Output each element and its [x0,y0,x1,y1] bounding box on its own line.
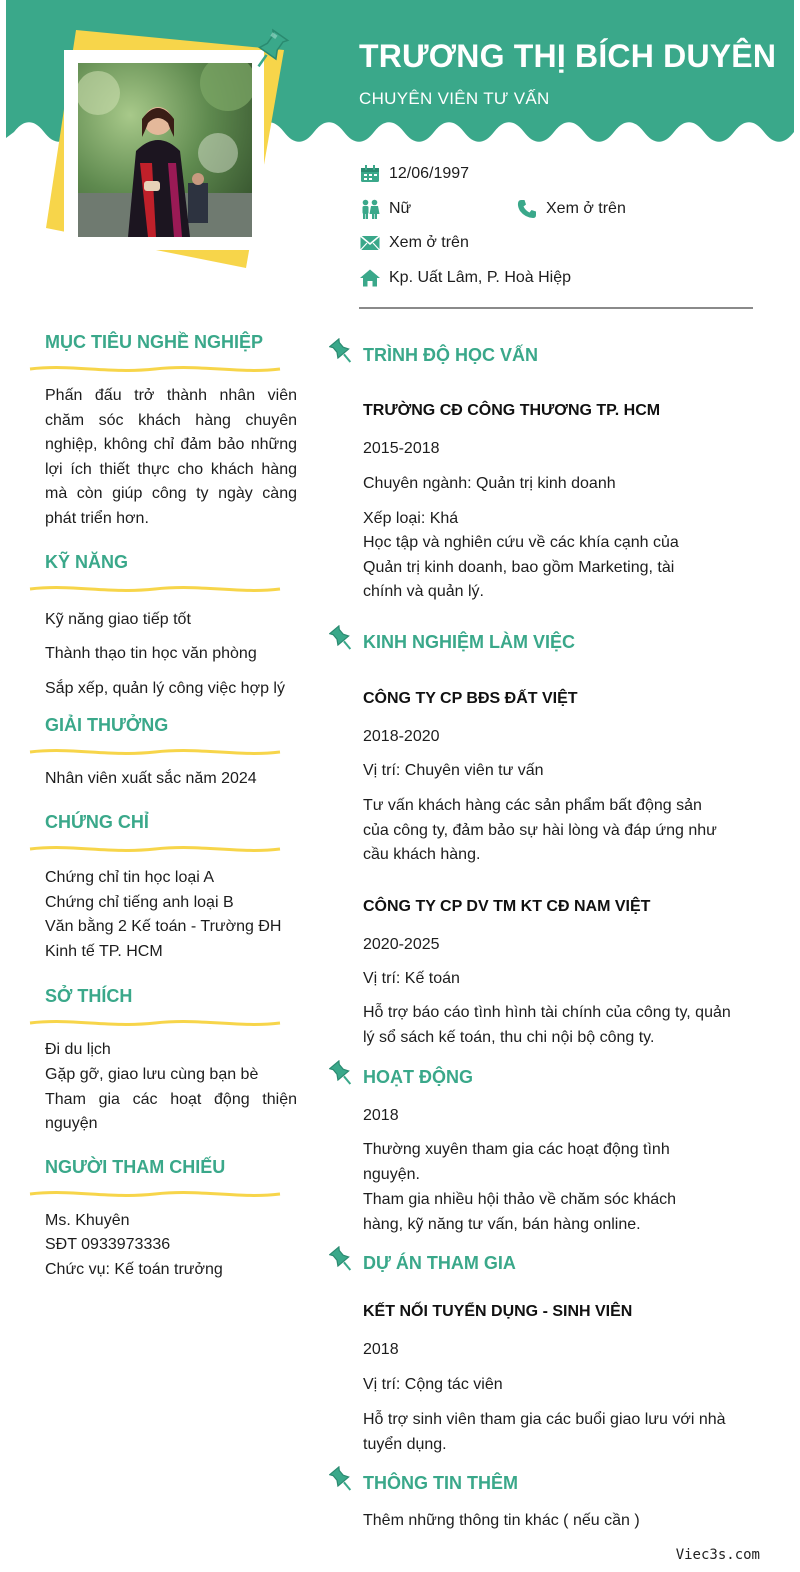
objective-title: MỤC TIÊU NGHỀ NGHIỆP [45,332,264,352]
wavy-underline [28,362,282,376]
project-year: 2018 [363,1341,399,1358]
job-period: 2020-2025 [363,936,440,953]
home-icon [359,268,381,288]
objective-section [45,332,297,532]
wavy-underline [28,745,282,759]
certificates-title: CHỨNG CHỈ [45,811,149,832]
education-grade: Xếp loại: Khá [363,510,459,527]
projects-title: DỰ ÁN THAM GIA [363,1253,516,1273]
left-column [45,332,297,1282]
hobby-item: Tham gia các hoạt động thiện nguyện [45,1090,297,1133]
job-position: Vị trí: Kế toán [363,970,460,987]
job-desc: Hỗ trợ báo cáo tình hình tài chính của công ty, quản lý sổ sách kế toán, thu chi nội bộ công ty. [363,1004,731,1046]
experience-title: KINH NGHIỆM LÀM VIỆC [363,632,576,652]
education-desc: Học tập và nghiên cứu về các khía cạnh của Quản trị kinh doanh, bao gồm Marketing, tài chính và quản lý. [363,534,679,601]
job-period: 2018-2020 [363,728,440,745]
wavy-underline [28,842,282,856]
email-text: Xem ở trên [389,234,469,251]
reference-item: Ms. Khuyên [45,1211,130,1229]
job-desc: Tư vấn khách hàng các sản phẩm bất động sản của công ty, đảm bảo sự hài lòng và đáp ứng như cầu khách hàng. [363,797,717,864]
calendar-icon [359,164,381,184]
skill-item: Thành thạo tin học văn phòng [45,645,257,663]
profile-photo [78,63,252,237]
hobbies-section [45,986,297,1136]
certificates-section [45,812,297,964]
contact-address [359,268,571,288]
awards-section [45,715,297,792]
watermark: Viec3s.com [675,1547,760,1563]
activities-title: HOẠT ĐỘNG [363,1067,473,1087]
education-major: Chuyên ngành: Quản trị kinh doanh [363,475,616,492]
references-section [45,1157,297,1283]
reference-item: SĐT 0933973336 [45,1236,171,1254]
certificate-item: Chứng chỉ tin học loại A [45,868,215,886]
wavy-underline [28,1187,282,1201]
project-name: KẾT NỐI TUYỂN DỤNG - SINH VIÊN [363,1303,633,1320]
contact-gender [359,199,411,219]
candidate-job-title: CHUYÊN VIÊN TƯ VẤN [359,89,550,108]
hobby-item: Đi du lịch [45,1041,111,1059]
hobby-item: Gặp gỡ, giao lưu cùng bạn bè [45,1065,259,1083]
activities-line: Tham gia nhiều hội thảo về chăm sóc khách hàng, kỹ năng tư vấn, bán hàng online. [363,1191,677,1233]
birthday-text: 12/06/1997 [389,165,470,182]
awards-title: GIẢI THƯỞNG [45,715,169,736]
address-text: Kp. Uất Lâm, P. Hoà Hiệp [389,269,572,286]
education-period: 2015-2018 [363,440,440,457]
hobbies-title: SỞ THÍCH [45,986,133,1007]
phone-icon [516,199,538,219]
pushpin-icon [329,625,355,653]
contact-birthday [359,164,469,184]
gender-text: Nữ [389,200,412,217]
education-school: TRƯỜNG CĐ CÔNG THƯƠNG TP. HCM [363,402,661,419]
more-info-text: Thêm những thông tin khác ( nếu cần ) [363,1512,640,1529]
contact-divider [359,307,753,309]
certificate-item: Văn bằng 2 Kế toán - Trường ĐH Kinh tế TP. HCM [45,918,282,960]
project-desc: Hỗ trợ sinh viên tham gia các buổi giao lưu với nhà tuyển dụng. [363,1411,726,1453]
pushpin-icon [329,1060,355,1088]
job-company: CÔNG TY CP BĐS ĐẤT VIỆT [363,690,578,707]
skills-title: KỸ NĂNG [45,551,129,572]
pushpin-icon [329,1246,355,1274]
job-position: Vị trí: Chuyên viên tư vấn [363,762,544,779]
objective-text: Phấn đấu trở thành nhân viên chăm sóc khách hàng chuyên nghiệp, không chỉ đảm bảo những lợi ích thiết thực cho khách hàng mà còn giúp công ty ngày càng phát triển hơn. [45,387,297,527]
skills-section [45,552,297,702]
gender-icon [359,199,381,219]
job-company: CÔNG TY CP DV TM KT CĐ NAM VIỆT [363,898,651,915]
candidate-name: TRƯƠNG THỊ BÍCH DUYÊN [359,38,777,74]
pushpin-icon [329,1466,355,1494]
mail-icon [359,233,381,253]
skill-item: Sắp xếp, quản lý công việc hợp lý [45,679,285,697]
activities-line: Thường xuyên tham gia các hoạt động tình nguyện. [363,1141,670,1183]
more-info-title: THÔNG TIN THÊM [363,1473,518,1493]
contact-email [359,233,469,253]
skill-item: Kỹ năng giao tiếp tốt [45,610,191,628]
pushpin-icon [250,28,290,72]
certificate-item: Chứng chỉ tiếng anh loại B [45,893,234,911]
award-item: Nhân viên xuất sắc năm 2024 [45,770,257,788]
references-title: NGƯỜI THAM CHIẾU [45,1156,226,1177]
wavy-underline [28,1016,282,1030]
wavy-underline [28,582,282,596]
education-title: TRÌNH ĐỘ HỌC VẤN [363,345,538,365]
project-position: Vị trí: Cộng tác viên [363,1376,503,1393]
activities-year: 2018 [363,1107,399,1124]
contact-phone [516,199,626,219]
pushpin-icon [329,338,355,366]
phone-text: Xem ở trên [546,200,626,217]
reference-item: Chức vụ: Kế toán trưởng [45,1260,223,1278]
